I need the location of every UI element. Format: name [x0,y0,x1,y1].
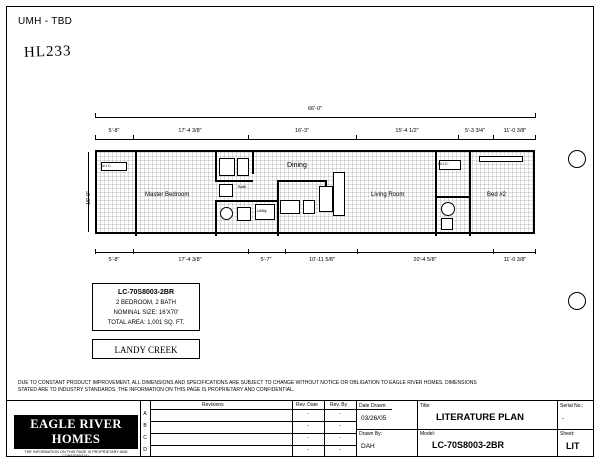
sink-icon [441,202,455,216]
bottom-dim-4: 10'-11 5/8" [309,257,335,263]
room-label-master-bedroom: Master Bedroom [145,192,190,198]
dim-tick [248,249,249,254]
dim-tick [95,135,96,140]
bottom-dim-6: 11'-0 3/8" [503,257,527,263]
refrigerator [319,186,333,212]
top-dim-line [95,139,535,140]
title-block [6,400,594,457]
revisions-header: Revisions [202,402,224,408]
bottom-dim-3: 5'-7" [260,257,272,263]
rev-date-a: - [307,411,309,417]
date-drawn-value: 03/26/05 [361,415,387,422]
dim-tick [357,249,358,254]
top-dim-2: 17'-4 3/8" [178,128,202,134]
left-dimension: 16'-0" [86,190,92,205]
rev-by-d: - [339,447,341,453]
bottom-dim-1: 5'-8" [108,257,120,263]
rev-date-b: - [307,423,309,429]
top-dim-6: 11'-0 3/8" [503,128,527,134]
punch-mark-icon [568,292,586,310]
wall [435,196,469,198]
spec-nominal-size: NOMINAL SIZE: 16'X70' [113,310,179,316]
wall [215,200,217,236]
bottom-dim-line [95,252,535,253]
overall-dimension: 66'-0" [307,106,322,112]
serial-value: - [562,415,565,422]
company-tagline: THE INFORMATION ON THIS PAGE IS PROPRIETARY AND CONFIDENTIAL [24,450,128,458]
floor-plan [95,150,535,234]
top-dim-5: 5'-3 3/4" [464,128,486,134]
rev-row-d: D [143,447,147,453]
bottom-dim-5: 20'-4 5/8" [413,257,437,263]
wall [435,152,437,236]
company-name: EAGLE RIVER HOMES [14,415,138,449]
shower [237,158,249,176]
rev-by-a: - [339,411,341,417]
dim-tick [133,249,134,254]
room-label-dining: Dining [287,162,307,169]
top-dim-1: 5'-8" [108,128,120,134]
wall [215,180,253,182]
top-dim-4: 15'-4 1/2" [395,128,419,134]
dim-tick [458,135,459,140]
wall [252,152,254,174]
title-label: Title: [420,403,431,409]
wall [277,180,325,182]
overall-dim-line [95,117,535,118]
wall [215,152,217,182]
drawn-by-value: DAH [361,443,375,450]
punch-mark-icon [568,150,586,168]
dim-tick [493,249,494,254]
sheet-value: LIT [566,441,580,451]
page-title: UMH - TBD [18,16,73,27]
range [303,200,315,214]
drawn-by-label: Drawn By: [359,431,383,437]
toilet-icon [441,218,453,230]
sink-icon [237,207,251,221]
title-value: LITERATURE PLAN [436,412,524,423]
disclaimer-text: DUE TO CONSTANT PRODUCT IMPROVEMENT, ALL DIMENSIONS AND SPECIFICATIONS ARE SUBJECT TO CHANGE WITHOUT NOTICE OR OBLIGATION TO EAGLE RIVER HOMES. DIMENSIONS STATED ARE TO INDUSTRY STANDARDS. THE INFORMATION ON THIS PAGE IS PROPRIETARY AND CONFIDENTIAL. [18,380,477,393]
model-name-plate [92,339,200,359]
rev-row-c: C [143,435,147,441]
dim-tick [95,249,96,254]
spec-bedbath: 2 BEDROOM, 2 BATH [116,300,176,306]
rev-date-d: - [307,447,309,453]
room-label-living-room: Living Room [371,192,405,198]
rev-row-a: A [143,411,147,417]
room-label-wic-1: W.I.C. [101,163,112,168]
spec-total-area: TOTAL AREA: 1,001 SQ. FT. [107,320,185,326]
closet-shelf [479,156,523,162]
dim-tick [535,113,536,118]
model-name: LANDY CREEK [114,345,178,355]
serial-label: Serial No.: [560,403,584,409]
dim-tick [535,135,536,140]
bath-fixture [219,158,235,176]
dim-tick [535,249,536,254]
dim-tick [95,113,96,118]
rev-by-b: - [339,423,341,429]
wall [215,200,277,202]
rev-row-b: B [143,423,147,429]
dishwasher [280,200,300,214]
rev-by-c: - [339,435,341,441]
dim-tick [285,249,286,254]
sheet-label: Sheet: [560,431,575,437]
dim-tick [356,135,357,140]
tub [219,184,233,197]
wall [469,152,471,236]
rev-by-header: Rev. By [330,402,348,408]
dim-tick [248,135,249,140]
room-label-bath: Bath [238,184,247,189]
kitchen-island [333,172,345,216]
room-label-utility: Utility [257,208,267,213]
model-value: LC-70S8003-2BR [432,440,505,450]
rev-date-header: Rev. Date [296,402,318,408]
model-label: Model: [420,431,436,437]
spec-block [92,283,200,331]
rev-date-c: - [307,435,309,441]
dim-tick [133,135,134,140]
bottom-dim-2: 17'-4 3/8" [178,257,202,263]
room-label-bed-2: Bed #2 [487,192,507,198]
toilet-icon [220,207,233,220]
dim-tick [493,135,494,140]
handwritten-note: HL233 [23,43,72,61]
wall [277,180,279,236]
date-drawn-label: Date Drawn: [359,403,387,409]
top-dim-3: 16'-3" [294,128,309,134]
spec-model: LC-70S8003-2BR [117,289,175,296]
company-logo [14,415,138,458]
room-label-wic-2: W.I.C. [438,161,449,166]
wall [135,152,137,236]
